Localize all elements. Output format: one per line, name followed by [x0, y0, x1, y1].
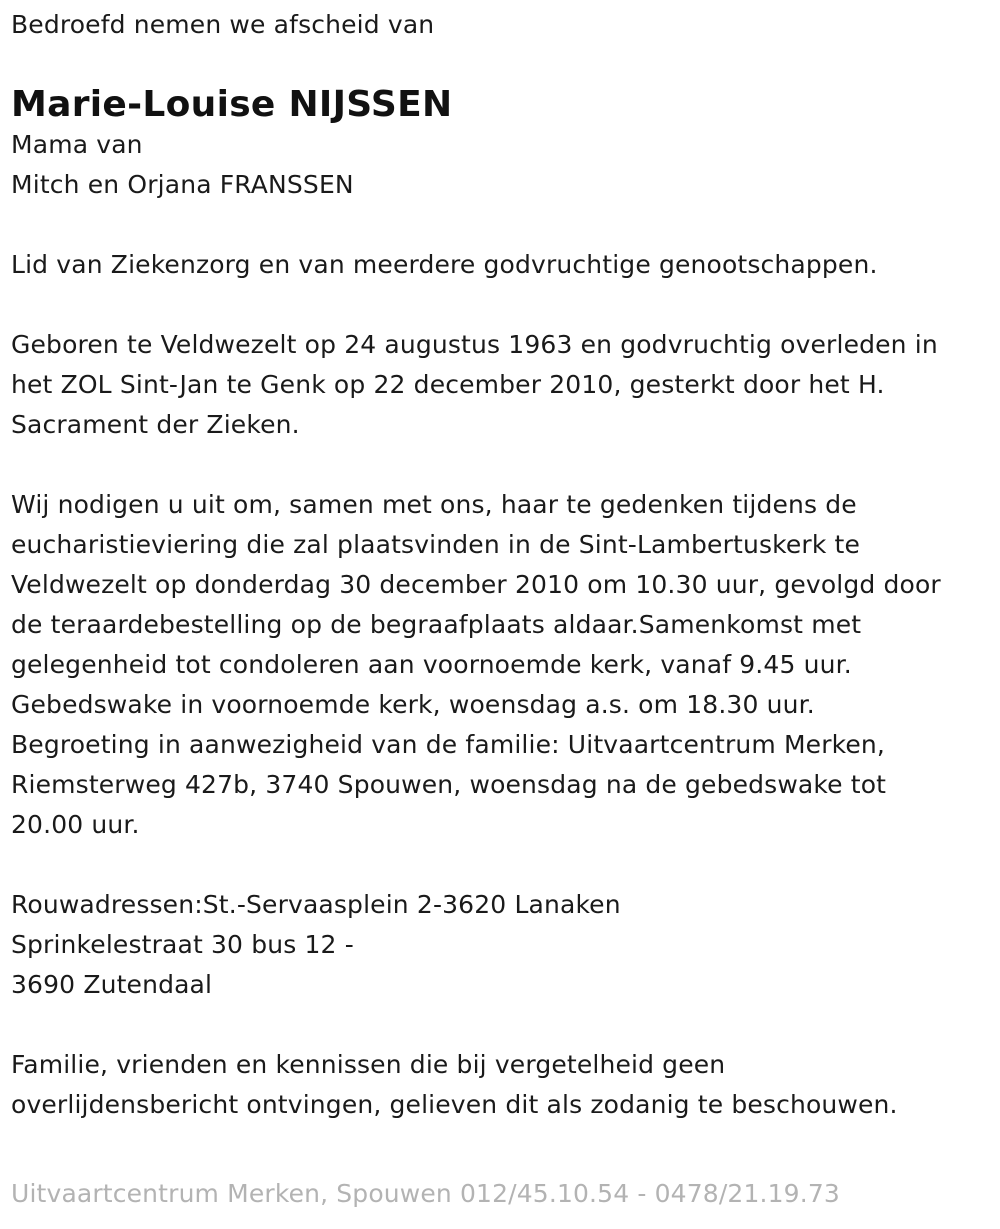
relation-label: Mama van	[11, 130, 143, 159]
address-line: 3690 Zutendaal	[11, 970, 213, 999]
text-line: het ZOL Sint-Jan te Genk op 22 december 2010, gesterkt door het H.	[11, 370, 885, 399]
intro-text: Bedroefd nemen we afscheid van	[11, 10, 435, 39]
text-line: Geboren te Veldwezelt op 24 augustus 1963 en godvruchtig overleden in	[11, 330, 938, 359]
ceremony-paragraph	[11, 445, 996, 845]
text-line: Riemsterweg 427b, 3740 Spouwen, woensdag na de gebedswake tot	[11, 770, 887, 799]
address-line: Rouwadressen:St.-Servaasplein 2-3620 Lanaken	[11, 890, 621, 919]
birth-death-paragraph	[11, 285, 996, 445]
text-line: Familie, vrienden en kennissen die bij vergetelheid geen	[11, 1050, 726, 1079]
text-line: Gebedswake in voornoemde kerk, woensdag a.s. om 18.30 uur.	[11, 690, 815, 719]
text-line: Sacrament der Zieken.	[11, 410, 300, 439]
text-line: eucharistieviering die zal plaatsvinden in de Sint-Lambertuskerk te	[11, 530, 861, 559]
closing-paragraph	[11, 1005, 996, 1125]
text-line: Wij nodigen u uit om, samen met ons, haar te gedenken tijdens de	[11, 490, 857, 519]
funeral-home-footer: Uitvaartcentrum Merken, Spouwen 012/45.10.54 - 0478/21.19.73	[11, 1179, 840, 1208]
text-line: Veldwezelt op donderdag 30 december 2010 om 10.30 uur, gevolgd door	[11, 570, 941, 599]
address-line: Sprinkelestraat 30 bus 12 -	[11, 930, 354, 959]
death-notice	[11, 5, 996, 1125]
membership-text: Lid van Ziekenzorg en van meerdere godvruchtige genootschappen.	[11, 250, 878, 279]
text-line: de teraardebestelling op de begraafplaats aldaar.Samenkomst met	[11, 610, 862, 639]
relation-children: Mitch en Orjana FRANSSEN	[11, 170, 354, 199]
deceased-name: Marie-Louise NIJSSEN	[11, 84, 453, 125]
text-line: overlijdensbericht ontvingen, gelieven dit als zodanig te beschouwen.	[11, 1090, 898, 1119]
text-line: Begroeting in aanwezigheid van de familie: Uitvaartcentrum Merken,	[11, 730, 885, 759]
text-line: gelegenheid tot condoleren aan voornoemde kerk, vanaf 9.45 uur.	[11, 650, 852, 679]
addresses-paragraph	[11, 845, 996, 1005]
text-line: 20.00 uur.	[11, 810, 140, 839]
